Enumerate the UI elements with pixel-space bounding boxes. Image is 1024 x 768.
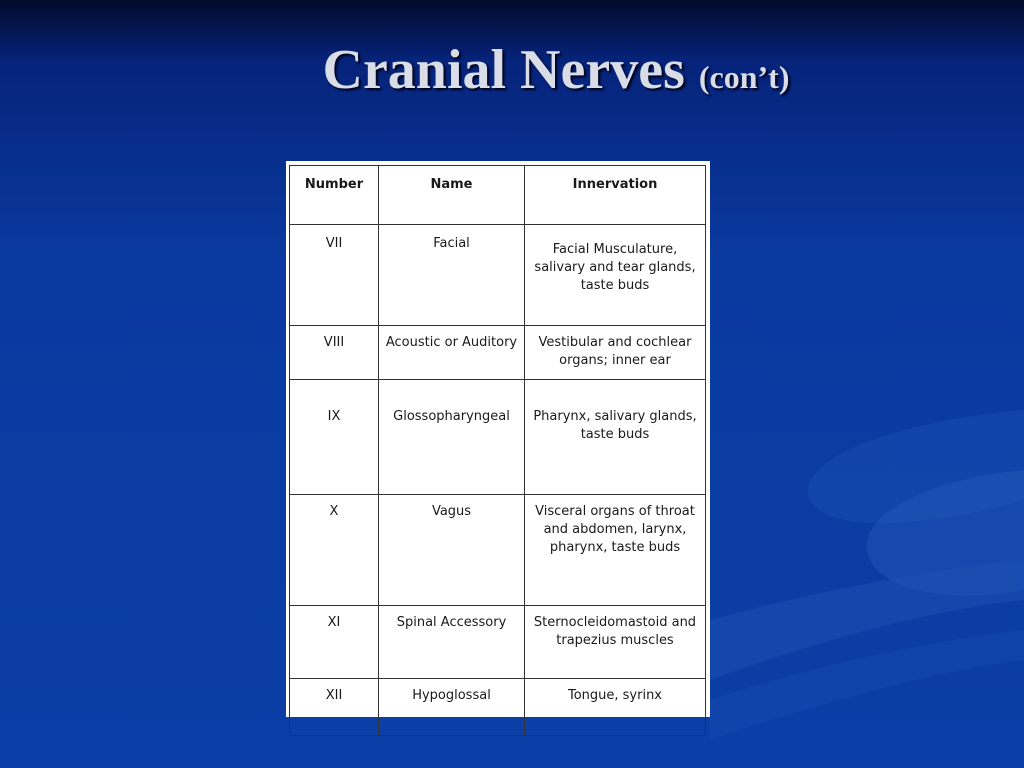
cell-innervation: Vestibular and cochlear organs; inner ear <box>525 326 706 380</box>
cell-number: X <box>290 495 379 606</box>
cell-name: Facial <box>379 225 525 326</box>
table-row <box>290 606 706 679</box>
slide-title-main: Cranial Nerves <box>322 39 685 101</box>
cell-number: IX <box>290 380 379 495</box>
table-row <box>290 326 706 380</box>
cell-innervation: Tongue, syrinx <box>525 679 706 736</box>
slide-title <box>0 38 1024 102</box>
cell-name: Hypoglossal <box>379 679 525 736</box>
table-row <box>290 225 706 326</box>
cell-number: VIII <box>290 326 379 380</box>
header-number: Number <box>290 166 379 225</box>
table-row <box>290 495 706 606</box>
cell-name: Spinal Accessory <box>379 606 525 679</box>
cell-name: Vagus <box>379 495 525 606</box>
cell-innervation: Sternocleidomastoid and trapezius muscles <box>525 606 706 679</box>
slide-title-suffix: (con’t) <box>698 59 790 95</box>
cell-innervation: Pharynx, salivary glands, taste buds <box>525 380 706 495</box>
header-innervation: Innervation <box>525 166 706 225</box>
table-row <box>290 380 706 495</box>
cranial-nerves-table <box>289 165 706 736</box>
header-name: Name <box>379 166 525 225</box>
table-row <box>290 679 706 736</box>
cell-name: Acoustic or Auditory <box>379 326 525 380</box>
cell-innervation: Facial Musculature, salivary and tear glands, taste buds <box>525 225 706 326</box>
cell-number: XII <box>290 679 379 736</box>
cell-name: Glossopharyngeal <box>379 380 525 495</box>
cell-number: VII <box>290 225 379 326</box>
cell-innervation: Visceral organs of throat and abdomen, larynx, pharynx, taste buds <box>525 495 706 606</box>
table-header-row <box>290 166 706 225</box>
cell-number: XI <box>290 606 379 679</box>
cranial-nerves-table-frame <box>286 161 710 717</box>
